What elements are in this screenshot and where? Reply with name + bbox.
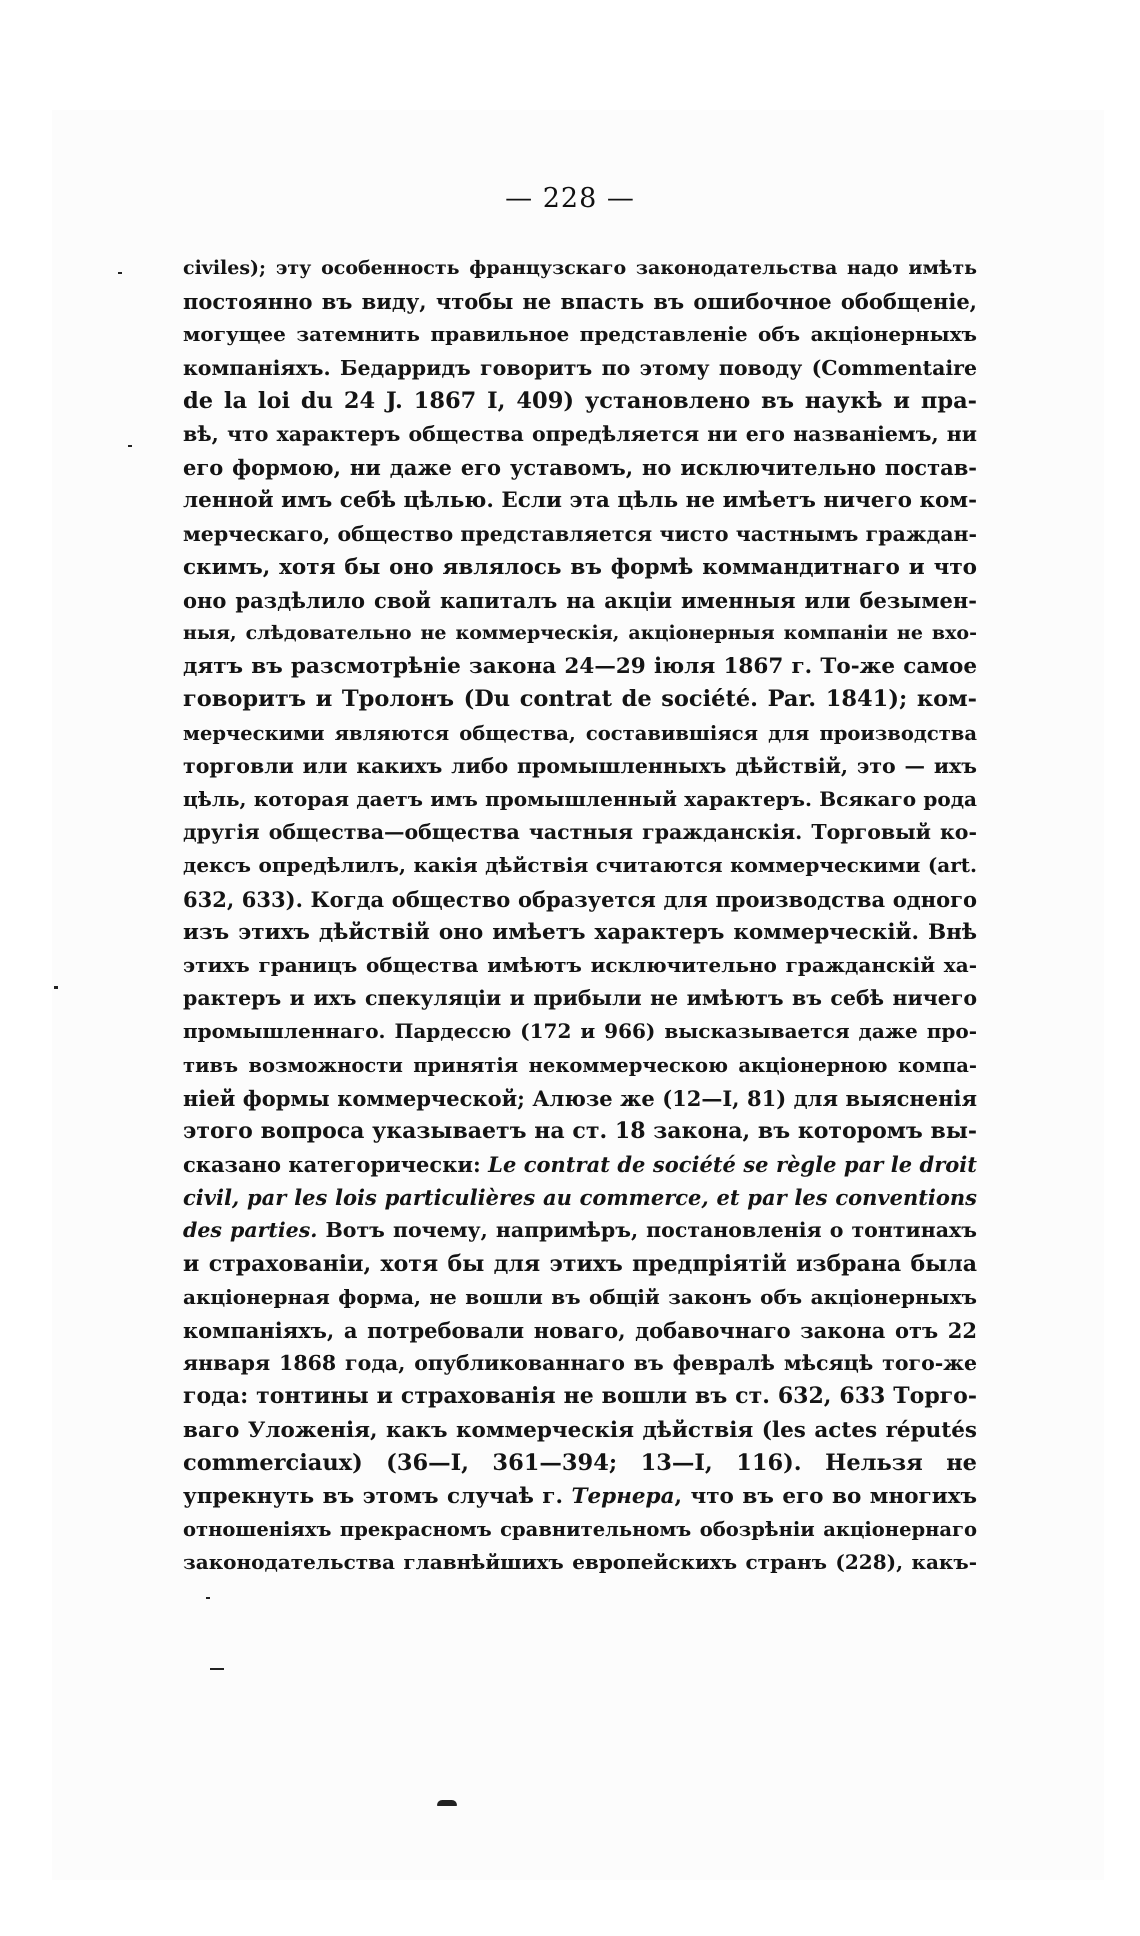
text-line: 632, 633). Когда общество образуется для производства одного	[183, 886, 977, 912]
french-quote: des parties.	[183, 1218, 318, 1243]
text-segment: , что въ его во многихъ	[674, 1483, 977, 1509]
page-number: — 228 —	[505, 183, 635, 214]
text-line-mixed	[183, 1148, 977, 1181]
scan-speck	[118, 272, 122, 274]
text-line: оно раздѣлило свой капиталъ на акціи именныя или безымен-	[183, 587, 977, 613]
text-line: акціонерная форма, не вошли въ общій законъ объ акціонерныхъ	[183, 1284, 977, 1309]
text-line: этого вопроса указываетъ на ст. 18 закона, въ которомъ вы-	[183, 1117, 977, 1144]
text-line-mixed	[183, 1480, 977, 1513]
text-line: отношеніяхъ прекрасномъ сравнительномъ обозрѣніи акціонернаго	[183, 1518, 977, 1542]
text-line: января 1868 года, опубликованнаго въ февралѣ мѣсяцѣ того-же	[183, 1351, 977, 1376]
text-line: промышленнаго. Пардессю (172 и 966) высказывается даже про-	[183, 1019, 977, 1044]
scan-speck	[54, 986, 58, 989]
text-line: ніей формы коммерческой; Алюзе же (12—I, 81) для выясненія	[183, 1085, 977, 1111]
text-line: года: тонтины и страхованія не вошли въ ст. 632, 633 Торго-	[183, 1383, 977, 1410]
text-line: мерческаго, общество представляется чисто частнымъ граждан-	[183, 521, 977, 546]
scan-speck	[210, 1668, 224, 1670]
text-line: этихъ границъ общества имѣютъ исключительно гражданскій ха-	[183, 952, 977, 977]
text-line: цѣль, которая даетъ имъ промышленный характеръ. Всякаго рода	[183, 787, 977, 811]
text-line: civiles); эту особенность французскаго законодательства надо имѣть	[183, 257, 977, 279]
body-text	[183, 252, 977, 1580]
text-line: ваго Уложенія, какъ коммерческія дѣйствія (les actes réputés	[183, 1417, 977, 1443]
text-line: законодательства главнѣйшихъ европейскихъ странъ (228), какъ-	[183, 1550, 977, 1575]
text-line: другія общества—общества частныя гражданскія. Торговый ко-	[183, 820, 977, 845]
text-line: рактеръ и ихъ спекуляціи и прибыли не имѣютъ въ себѣ ничего	[183, 986, 977, 1011]
author-name: Тернера	[571, 1483, 675, 1509]
text-segment: упрекнуть въ этомъ случаѣ г.	[183, 1483, 563, 1509]
text-line: de la loi du 24 J. 1867 I, 409) установлено въ наукѣ и пра-	[183, 387, 977, 414]
text-line: торговли или какихъ либо промышленныхъ дѣйствій, это — ихъ	[183, 753, 977, 778]
text-line: commerciaux) (36—I, 361—394; 13—I, 116). Нельзя не	[183, 1449, 977, 1476]
text-line-mixed	[183, 1214, 977, 1247]
text-line-quote	[183, 1181, 977, 1214]
text-line: постоянно въ виду, чтобы не впасть въ ошибочное обобщеніе,	[183, 289, 977, 315]
text-line: и страхованіи, хотя бы для этихъ предпріятій избрана была	[183, 1250, 977, 1277]
text-line: компаніяхъ. Бедарридъ говоритъ по этому поводу (Commentaire	[183, 355, 977, 380]
text-line: тивъ возможности принятія некоммерческою акціонерною компа-	[183, 1053, 977, 1077]
text-line: могущее затемнить правильное представленіе объ акціонерныхъ	[183, 322, 977, 347]
text-line: дятъ въ разсмотрѣніе закона 24—29 іюля 1867 г. То-же самое	[183, 654, 977, 680]
text-line: дексъ опредѣлилъ, какія дѣйствія считаются коммерческими (art.	[183, 853, 977, 878]
scan-speck	[437, 1800, 457, 1806]
text-line: скимъ, хотя бы оно являлось въ формѣ коммандитнаго и что	[183, 554, 977, 580]
text-line: ныя, слѣдовательно не коммерческія, акціонерныя компаніи не вхо-	[183, 622, 977, 645]
text-line: его формою, ни даже его уставомъ, но исключительно постав-	[183, 455, 977, 481]
french-quote: civil, par les lois particulières au commerce, et par les conventions	[183, 1185, 977, 1211]
scan-speck	[206, 1597, 210, 1599]
scan-speck	[128, 445, 132, 447]
text-segment: Вотъ почему, напримѣръ, постановленія о тонтинахъ	[325, 1218, 977, 1243]
text-line: компаніяхъ, а потребовали новаго, добавочнаго закона отъ 22	[183, 1318, 977, 1343]
text-line: вѣ, что характеръ общества опредѣляется ни его названіемъ, ни	[183, 421, 977, 446]
text-segment: сказано категорически:	[183, 1152, 481, 1178]
text-line: ленной имъ себѣ цѣлью. Если эта цѣль не имѣетъ ничего ком-	[183, 488, 977, 514]
text-line: мерческими являются общества, составившіяся для производства	[183, 721, 977, 745]
text-line: говоритъ и Тролонъ (Du contrat de société. Par. 1841); ком-	[183, 686, 977, 713]
french-quote: Le contrat de société se règle par le droit	[488, 1152, 977, 1178]
text-line: изъ этихъ дѣйствій оно имѣетъ характеръ коммерческій. Внѣ	[183, 919, 977, 945]
